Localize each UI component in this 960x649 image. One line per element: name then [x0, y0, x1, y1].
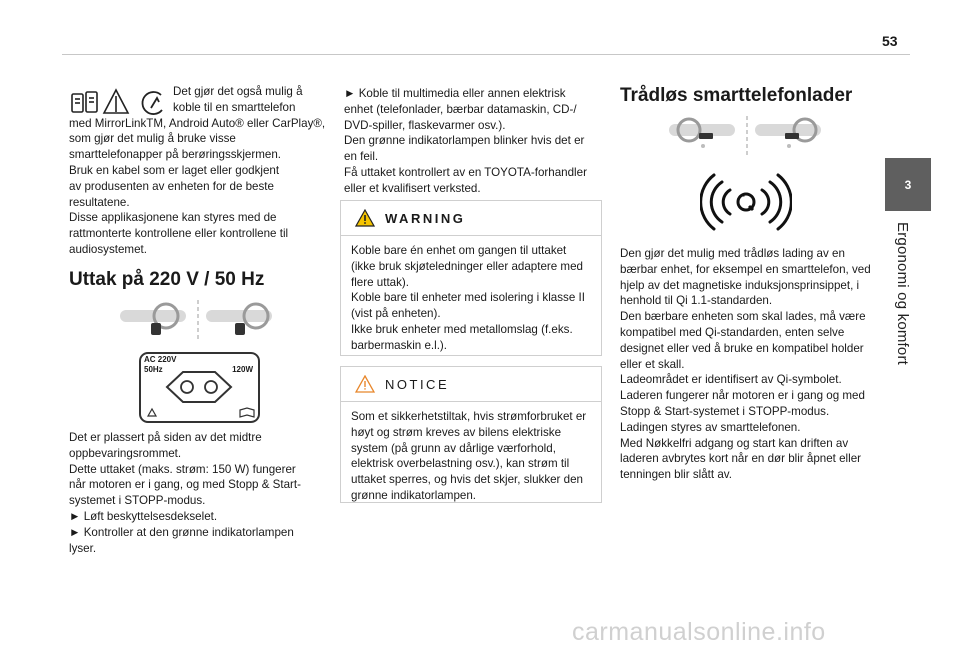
column-3 [620, 246, 882, 483]
body-line: hjelp av det magnetiske induksjonsprinsippet, i [620, 278, 860, 292]
body-line: eller et kvalifisert verksted. [344, 181, 481, 195]
qi-wireless-icon [700, 172, 792, 232]
warning-line: barbermaskin e.l.). [351, 338, 448, 352]
body-line: laderen avbrytes kort når en dør blir åpnet eller [620, 452, 862, 466]
mirrorlink-icon [72, 92, 97, 112]
body-line: Det er plassert på siden av det midtre [69, 431, 262, 444]
body-line: Den grønne indikatorlampen blinker hvis det er [344, 134, 585, 148]
intro-line: smarttelefonapper på berøringsskjermen. [69, 148, 282, 162]
header-rule [62, 54, 910, 55]
body-line: Laderen fungerer når motoren er i gang og med [620, 389, 865, 403]
notice-line: elektrisk overbelastning osv.), kan strøm til [351, 457, 570, 471]
body-line: DVD-spiller, flaskevarmer osv.). [344, 118, 506, 132]
intro-line: som gjør det mulig å bruke visse [69, 132, 236, 146]
body-line: når motoren er i gang, og med Stopp & Start- [69, 478, 301, 492]
power-socket-icon [139, 352, 260, 423]
body-line: ► Kontroller at den grønne indikatorlampen [69, 525, 294, 539]
intro-line: Det gjør det også mulig å [173, 85, 303, 98]
body-line: Få uttaket kontrollert av en TOYOTA-forhandler [344, 165, 587, 179]
socket-label-hz: 50Hz [144, 365, 163, 374]
notice-line: Som et sikkerhetstiltak, hvis strømforbruket er [351, 410, 587, 423]
notice-header [341, 367, 601, 402]
body-line: ► Løft beskyttelsesdekselet. [69, 509, 218, 523]
body-line: systemet i STOPP-modus. [69, 494, 206, 508]
warning-line: Ikke bruk enheter med metallomslag (f.eks. [351, 322, 573, 336]
warning-line: (vist på enheten). [351, 307, 441, 321]
android-auto-icon [104, 90, 128, 113]
chapter-tab-number[interactable]: 3 [885, 158, 931, 211]
body-line: oppbevaringsrommet. [69, 446, 182, 460]
warning-title: WARNING [385, 210, 466, 226]
intro-line: av produsenten av enheten for de beste [69, 179, 274, 193]
notice-box [340, 366, 602, 503]
socket-label-power: 120W [232, 365, 253, 374]
intro-line: resultatene. [69, 195, 130, 209]
notice-line: grønne indikatorlampen. [351, 488, 477, 502]
warning-line: (ikke bruk skjøteledninger eller adaptere med [351, 259, 583, 273]
dashboard-charger-illustration [667, 116, 827, 158]
intro-line: koble til en smarttelefon [173, 100, 296, 114]
intro-line: rattmonterte kontrollene eller kontrollene til [69, 227, 289, 241]
carplay-icon [142, 92, 162, 114]
body-line: Den gjør det mulig med trådløs lading av en [620, 247, 845, 260]
warning-header [341, 201, 601, 236]
body-line: Ladingen styres av smarttelefonen. [620, 420, 801, 434]
page-number: 53 [882, 33, 898, 49]
intro-line: Bruk en kabel som er laget eller godkjent [69, 163, 280, 177]
body-line: henhold til Qi 1.1-standarden. [620, 294, 773, 308]
body-line: kompatibel med Qi-standarden, enten selve [620, 325, 845, 339]
body-line: Dette uttaket (maks. strøm: 150 W) fungerer [69, 462, 296, 476]
column-2 [344, 86, 602, 197]
body-line: Den bærbare enheten som skal lades, må være [620, 310, 866, 324]
warning-line: Koble bare til enheter med isolering i klasse II [351, 291, 585, 305]
body-line: Ladeområdet er identifisert av Qi-symbolet. [620, 373, 842, 387]
socket-description [69, 430, 331, 556]
body-line: en feil. [344, 150, 379, 164]
warning-body [341, 236, 601, 362]
section-heading-wireless: Trådløs smarttelefonlader [620, 85, 853, 106]
intro-line: audiosystemet. [69, 242, 147, 256]
body-line: eller et skall. [620, 357, 685, 371]
warning-box [340, 200, 602, 356]
dashboard-socket-illustration [118, 298, 278, 344]
socket-label-ac: AC 220V [144, 355, 177, 364]
notice-line: system (på grunn av dårlige værforhold, [351, 441, 556, 455]
body-line: bærbar enhet, for eksempel en smarttelefon, ved [620, 262, 871, 276]
notice-title: NOTICE [385, 376, 450, 392]
body-line: Stopp & Start-systemet i STOPP-modus. [620, 404, 830, 418]
column-1 [69, 86, 331, 258]
notice-line: uttaket sperres, og hvis det skjer, slukker den [351, 473, 583, 487]
body-line: designet eller ved å bruke en kompatibel holder [620, 341, 864, 355]
warning-line: Koble bare én enhet om gangen til uttaket [351, 244, 567, 257]
body-line: Med Nøkkelfri adgang og start kan driften av [620, 436, 849, 450]
notice-triangle-icon [355, 375, 375, 393]
notice-body [341, 402, 601, 512]
body-line: enhet (telefonlader, bærbar datamaskin, CD-/ [344, 102, 577, 116]
phone-connectivity-icons [69, 86, 169, 118]
body-line: lyser. [69, 541, 97, 555]
body-line: tenningen blir slått av. [620, 468, 732, 482]
intro-line: Disse applikasjonene kan styres med de [69, 211, 277, 225]
body-line: ► Koble til multimedia eller annen elektrisk [344, 87, 566, 100]
watermark: carmanualsonline.info [572, 618, 826, 646]
intro-line: med MirrorLinkTM, Android Auto® eller CarPlay®, [69, 116, 326, 130]
section-heading-socket: Uttak på 220 V / 50 Hz [69, 269, 265, 290]
warning-line: flere uttak). [351, 275, 409, 289]
warning-triangle-icon [355, 209, 375, 227]
notice-line: høyt og strøm kreves av bilens elektriske [351, 425, 562, 439]
chapter-title: Ergonomi og komfort [894, 222, 911, 366]
